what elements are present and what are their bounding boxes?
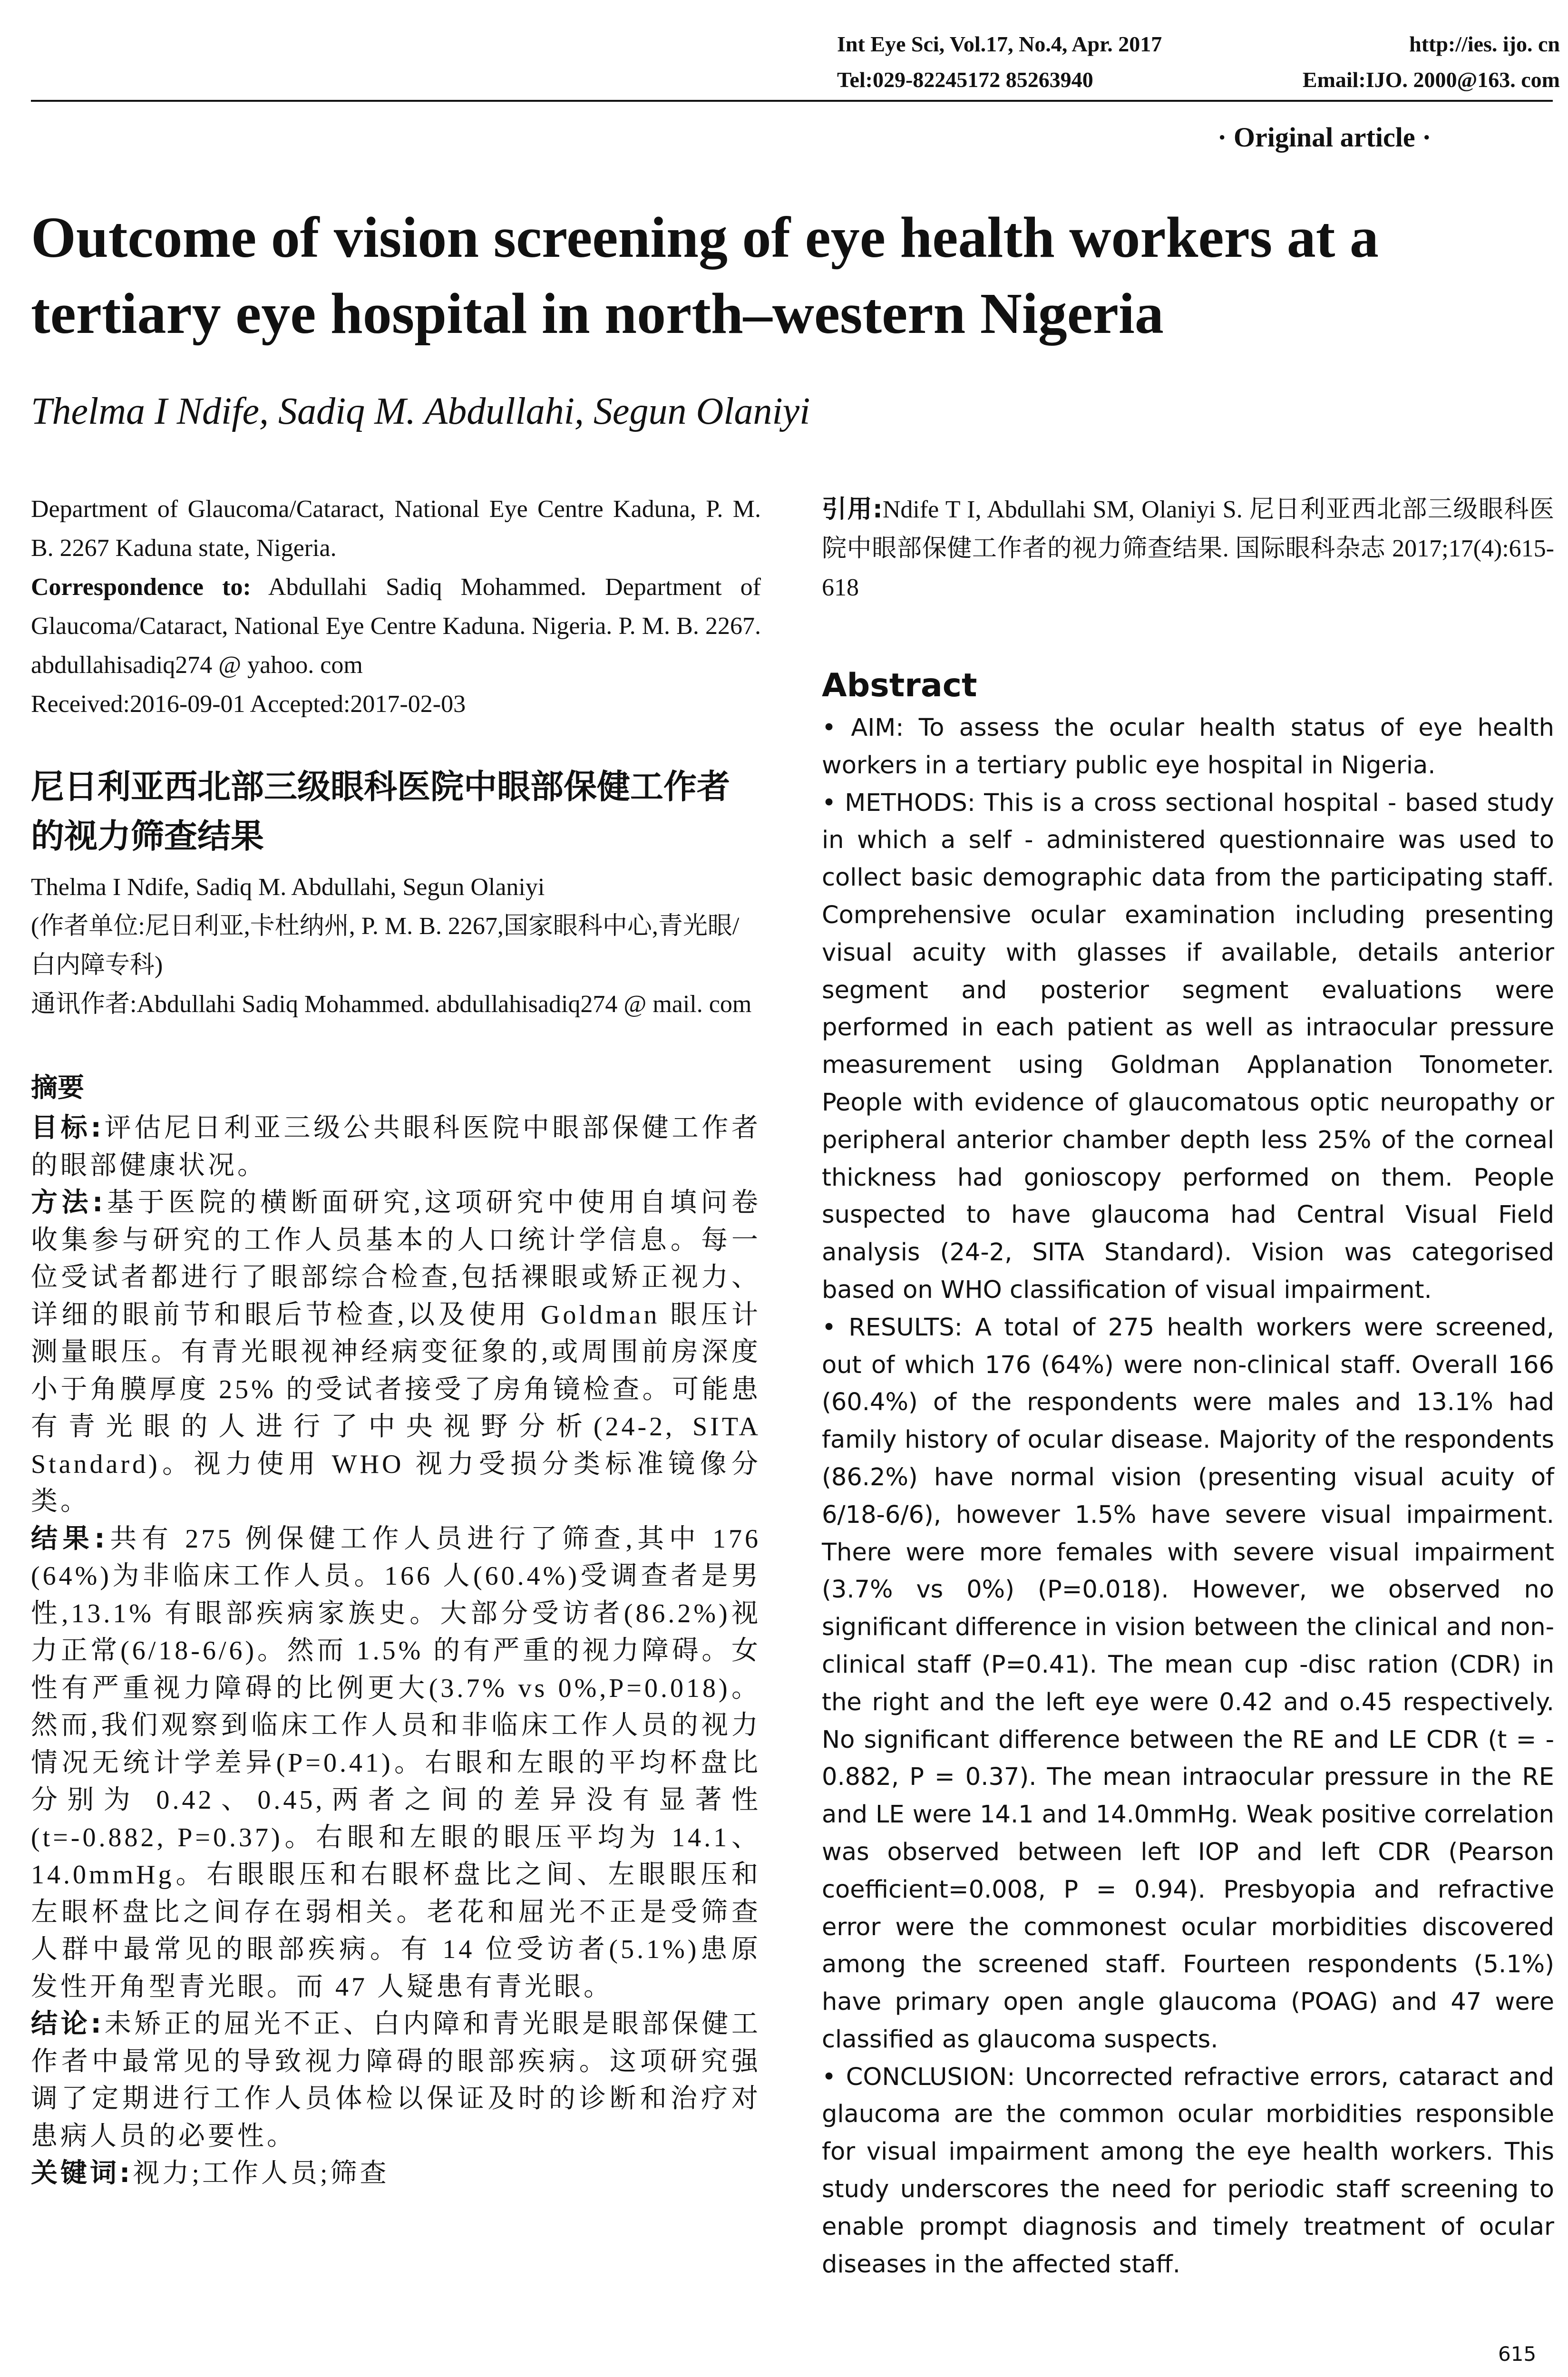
chinese-aim-label: 目标:: [31, 1112, 104, 1143]
chinese-conclusion-text: 未矫正的屈光不正、白内障和青光眼是眼部保健工作者中最常见的导致视力障碍的眼部疾病。这项研究强调了定期进行工作人员体检以保证及时的诊断和治疗对患病人员的必要性。: [31, 2009, 761, 2151]
chinese-results-label: 结果:: [31, 1523, 108, 1554]
chinese-results-text: 共有 275 例保健工作人员进行了筛查,其中 176 (64%)为非临床工作人员。166 人(60.4%)受调查者是男性,13.1% 有眼部疾病家族史。大部分受访者(86.2%)视力正常(6/18-6/6)。然而 1.5% 的有严重的视力障碍。女性有严重视力障碍的比例更大(3.7% vs 0%,P=0.018)。然而,我们观察到临床工作人员和非临床工作人员的视力情况无统计学差异(P=0.41)。右眼和左眼的平均杯盘比分别为 0.42、0.45,两者之间的差异没有显著性(t=-0.882, P=0.37)。右眼和左眼的眼压平均为 14.1、14.0mmHg。右眼眼压和右眼杯盘比之间、左眼眼压和左眼杯盘比之间存在弱相关。老花和屈光不正是受筛查人群中最常见的眼部疾病。有 14 位受访者(5.1%)患原发性开角型青光眼。而 47 人疑患有青光眼。: [31, 1524, 761, 2002]
abstract-methods: • METHODS: This is a cross sectional hospital - based study in which a self - administered questionnaire was used to collect basic demographic data from the participating staff. Comprehensive ocular examination including presenting visual acuity with glasses if available, details anterior segment and posterior segment evaluations were performed in each patient as well as intraocular pressure measurement using Goldman Applanation Tonometer. People with evidence of glaucomatous optic neuropathy or peripheral anterior chamber depth less 25% of the corneal thickness had gonioscopy performed on them. People suspected to have glaucoma had Central Visual Field analysis (24-2, SITA Standard). Vision was categorised based on WHO classification of visual impairment.: [822, 789, 1554, 1304]
journal-website: http://ies. ijo. cn: [1409, 32, 1560, 56]
author-list: Thelma I Ndife, Sadiq M. Abdullahi, Segun Olaniyi: [31, 390, 810, 432]
chinese-title: 尼日利亚西北部三级眼科医院中眼部保健工作者的视力筛查结果: [31, 767, 730, 856]
correspondence-label: Correspondence to:: [31, 574, 251, 601]
affiliation-department: Department of Glaucoma/Cataract, National Eye Centre Kaduna, P. M. B. 2267 Kaduna state, Nigeria.: [31, 496, 761, 562]
abstract-heading: Abstract: [822, 667, 977, 704]
received-accepted: Received:2016-09-01 Accepted:2017-02-03: [31, 691, 466, 718]
chinese-aim-text: 评估尼日利亚三级公共眼科医院中眼部保健工作者的眼部健康状况。: [31, 1113, 761, 1180]
chinese-methods-label: 方法:: [31, 1187, 106, 1218]
article-title: Outcome of vision screening of eye health workers at a tertiary eye hospital in north–western Nigeria: [31, 205, 1379, 346]
chinese-authors: Thelma I Ndife, Sadiq M. Abdullahi, Segun Olaniyi: [31, 874, 545, 901]
chinese-contact: 通讯作者:Abdullahi Sadiq Mohammed. abdullahisadiq274 @ mail. com: [31, 991, 752, 1018]
chinese-conclusion: [31, 2006, 761, 2155]
chinese-methods: [31, 1184, 761, 1520]
chinese-abstract-heading: 摘要: [31, 1072, 84, 1103]
chinese-conclusion-label: 结论:: [31, 2008, 104, 2039]
chinese-unit: (作者单位:尼日利亚,卡杜纳州, P. M. B. 2267,国家眼科中心,青光眼/白内障专科): [31, 913, 740, 979]
journal-email: Email:IJO. 2000@163. com: [1302, 68, 1560, 92]
chinese-methods-text: 基于医院的横断面研究,这项研究中使用自填问卷收集参与研究的工作人员基本的人口统计学信息。每一位受试者都进行了眼部综合检查,包括裸眼或矫正视力、详细的眼前节和眼后节检查,以及使用 Goldman 眼压计测量眼压。有青光眼视神经病变征象的,或周围前房深度小于角膜厚度 25% 的受试者接受了房角镜检查。可能患有青光眼的人进行了中央视野分析(24-2, SITA Standard)。视力使用 WHO 视力受损分类标准镜像分类。: [31, 1188, 761, 1516]
correspondence-text: Abdullahi Sadiq Mohammed. Department of Glaucoma/Cataract, National Eye Centre Kaduna. Nigeria. P. M. B. 2267. abdullahisadiq274 @ yahoo. com: [31, 574, 761, 679]
journal-citation: Int Eye Sci, Vol.17, No.4, Apr. 2017: [837, 32, 1162, 56]
chinese-aim: [31, 1110, 761, 1184]
citation-text: Ndife T I, Abdullahi SM, Olaniyi S. 尼日利亚西北部三级眼科医院中眼部保健工作者的视力筛查结果. 国际眼科杂志 2017;17(4):615-618: [822, 496, 1554, 601]
right-column: [822, 490, 1554, 2283]
header-rule: [31, 100, 1553, 102]
chinese-keywords-label: 关键词:: [31, 2158, 133, 2189]
chinese-keywords: [31, 2155, 761, 2192]
abstract-conclusion: • CONCLUSION: Uncorrected refractive errors, cataract and glaucoma are the common ocular morbidities responsible for visual impairment among the eye health workers. This study underscores the need for periodic staff screening to enable prompt diagnosis and timely treatment of ocular diseases in the affected staff.: [822, 2063, 1554, 2279]
chinese-keywords-text: 视力;工作人员;筛查: [133, 2159, 390, 2188]
citation-label: 引用:: [822, 495, 883, 524]
correspondence: [31, 568, 761, 685]
journal-header: [837, 26, 1560, 97]
left-column: [31, 490, 761, 2192]
chinese-results: [31, 1520, 761, 2006]
abstract-results: • RESULTS: A total of 275 health workers were screened, out of which 176 (64%) were non-clinical staff. Overall 166 (60.4%) of the respondents were males and 13.1% had family history of ocular disease. Majority of the respondents (86.2%) have normal vision (presenting visual acuity of 6/18-6/6), however 1.5% have severe visual impairment. There were more females with severe visual impairment (3.7% vs 0%) (P=0.018). However, we observed no significant difference in vision between the clinical and non-clinical staff (P=0.41). The mean cup -disc ration (CDR) in the right and the left eye were 0.42 and o.45 respectively. No significant difference between the RE and LE CDR (t = - 0.882, P = 0.37). The mean intraocular pressure in the RE and LE were 14.1 and 14.0mmHg. Weak positive correlation was observed between left IOP and left CDR (Pearson coefficient=0.008, P = 0.94). Presbyopia and refractive error were the commonest ocular morbidities discovered among the screened staff. Fourteen respondents (5.1%) have primary open angle glaucoma (POAG) and 47 were classified as glaucoma suspects.: [822, 1313, 1554, 2054]
journal-tel: Tel:029-82245172 85263940: [837, 68, 1093, 92]
citation: [822, 490, 1554, 607]
article-type: · Original article ·: [1217, 122, 1432, 153]
page-number: 615: [1498, 2342, 1537, 2366]
abstract-aim: • AIM: To assess the ocular health status of eye health workers in a tertiary public eye hospital in Nigeria.: [822, 714, 1554, 779]
